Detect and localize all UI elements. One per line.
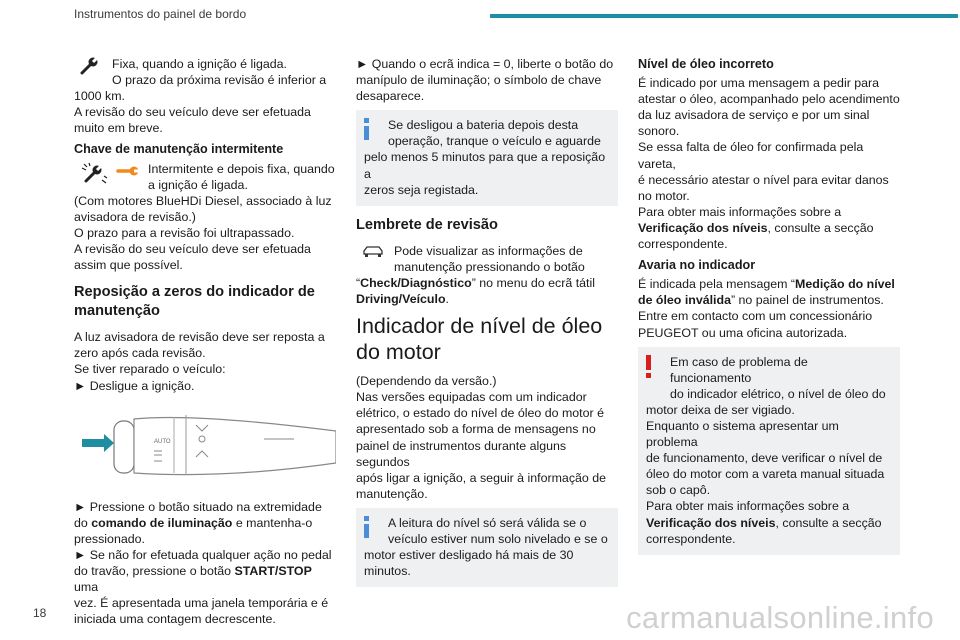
text-line: zero após cada revisão. <box>74 346 206 361</box>
text-run: , consulte a secção <box>775 515 882 530</box>
text-line: Para obter mais informações sobre a <box>638 204 842 219</box>
text-line: no motor. <box>638 188 690 203</box>
reminder-heading: Lembrete de revisão <box>356 216 498 233</box>
text-line: PEUGEOT ou uma oficina autorizada. <box>638 325 848 340</box>
text-run: e mantenha-o <box>232 515 313 530</box>
car-icon <box>362 244 384 258</box>
text-line: atestar o óleo, acompanhado pelo acendimento <box>638 92 900 107</box>
text-line: de funcionamento, deve verificar o nível de <box>646 451 883 466</box>
wrong-level-paragraph <box>638 75 900 252</box>
text-line: a ignição é ligada. <box>148 177 248 192</box>
text-line: Em caso de problema de funcionamento <box>670 354 808 385</box>
text-line: ► Pressione o botão situado na extremidade <box>74 499 322 514</box>
bold-term: de óleo inválida <box>638 293 731 308</box>
text-line: motor deixa de ser vigiado. <box>646 402 795 417</box>
oil-level-paragraph <box>356 373 618 502</box>
indicator-fault-paragraph <box>638 276 900 340</box>
text-line: 1000 km. <box>74 89 125 104</box>
page-number: 18 <box>33 606 47 620</box>
text-line: Nas versões equipadas com um indicador <box>356 390 587 405</box>
bold-term: Check/Diagnóstico <box>360 275 472 290</box>
text-line: Se desligou a bateria depois desta <box>388 118 579 133</box>
text-line: motor estiver desligado há mais de 30 <box>364 548 574 563</box>
wrench-orange-icon <box>116 164 140 178</box>
step-release-paragraph <box>356 56 618 104</box>
text-line: O prazo da próxima revisão é inferior a <box>112 73 327 88</box>
text-line: O prazo para a revisão foi ultrapassado. <box>74 225 295 240</box>
text-run: É indicada pela mensagem “ <box>638 277 796 292</box>
text-line: Se essa falta de óleo for confirmada pela vareta, <box>638 140 864 171</box>
column-left <box>74 56 336 632</box>
text-line <box>638 220 900 236</box>
text-line: minutos. <box>364 564 411 579</box>
text-line: sob o capô. <box>646 483 711 498</box>
service-fixed-paragraph <box>74 56 336 136</box>
bold-term: Driving/Veículo <box>356 292 446 307</box>
bold-term: START/STOP <box>234 564 312 579</box>
text-run: “ <box>356 275 361 290</box>
text-line: é necessário atestar o nível para evitar danos <box>638 172 889 187</box>
section-title: Instrumentos do painel de bordo <box>74 7 247 21</box>
text-line: iniciada uma contagem decrescente. <box>74 612 276 627</box>
text-line: correspondente. <box>638 237 728 252</box>
oil-level-heading <box>356 313 618 365</box>
text-line: Se tiver reparado o veículo: <box>74 362 226 377</box>
text-line: manutenção. <box>356 486 428 501</box>
text-line: ► Quando o ecrã indica = 0, liberte o botão do <box>356 57 614 71</box>
text-line <box>638 276 900 292</box>
lighting-stalk-illustration <box>74 409 336 483</box>
warning-box <box>638 347 900 555</box>
heading-line: Indicador de nível de óleo <box>356 314 603 339</box>
text-line: assim que possível. <box>74 258 183 273</box>
reminder-paragraph <box>356 243 618 307</box>
bold-term: Verificação dos níveis <box>638 220 768 235</box>
text-line: manutenção pressionando o botão <box>394 259 585 274</box>
text-line: desaparece. <box>356 89 425 104</box>
arrow-icon <box>82 434 114 452</box>
text-line <box>74 515 336 531</box>
text-run: . <box>445 292 449 307</box>
header-accent-bar <box>490 14 958 18</box>
text-line: do indicador elétrico, o nível de óleo do <box>670 386 886 401</box>
info-icon <box>363 118 371 140</box>
text-line: correspondente. <box>646 531 736 546</box>
text-line: ► Se não for efetuada qualquer ação no pedal <box>74 547 332 562</box>
text-run: uma <box>74 580 99 595</box>
text-line: Fixa, quando a ignição é ligada. <box>112 57 287 71</box>
text-line: A luz avisadora de revisão deve ser reposta a <box>74 330 325 345</box>
text-line: A revisão do seu veículo deve ser efetuada <box>74 242 311 257</box>
watermark: carmanualsonline.info <box>626 600 934 635</box>
heading-line: do motor <box>356 340 441 365</box>
text-line: (Com motores BlueHDi Diesel, associado à luz <box>74 193 332 208</box>
info-box-level-reading <box>356 508 618 587</box>
text-line: Para obter mais informações sobre a <box>646 499 850 514</box>
text-line <box>638 292 900 308</box>
text-line: sonoro. <box>638 124 680 139</box>
wrench-flashing-icon <box>80 162 108 184</box>
text-line: avisadora de revisão.) <box>74 209 196 224</box>
text-line: A revisão do seu veículo deve ser efetuada <box>74 105 311 120</box>
wrong-level-heading: Nível de óleo incorreto <box>638 57 774 71</box>
text-line: elétrico, o estado do nível de óleo do motor é <box>356 406 604 421</box>
wrench-icon <box>80 57 100 75</box>
text-line: muito em breve. <box>74 121 163 136</box>
text-run: , consulte a secção <box>767 220 874 235</box>
text-run: do <box>74 515 92 530</box>
stalk-auto-label: AUTO <box>154 438 171 445</box>
exclamation-icon <box>645 355 653 379</box>
text-line: operação, tranque o veículo e aguarde <box>388 134 601 149</box>
text-line: pressionado. <box>74 531 145 546</box>
indicator-fault-heading: Avaria no indicador <box>638 258 756 273</box>
reset-heading: Reposição a zeros do indicador de manutenção <box>74 284 315 320</box>
reset-paragraph <box>74 329 336 393</box>
text-line: manípulo de iluminação; o símbolo de chave <box>356 73 602 88</box>
bold-term: Medição do nível <box>795 277 895 292</box>
text-line: (Dependendo da versão.) <box>356 374 497 389</box>
bold-term: Verificação dos níveis <box>646 515 776 530</box>
bold-term: comando de iluminação <box>91 515 233 530</box>
text-line <box>74 563 336 595</box>
text-run: do travão, pressione o botão <box>74 564 235 579</box>
text-line: pelo menos 5 minutos para que a reposição a <box>364 150 606 181</box>
text-line: Enquanto o sistema apresentar um problema <box>646 418 839 450</box>
info-icon <box>363 516 371 538</box>
flashing-wrench-heading: Chave de manutenção intermitente <box>74 142 284 157</box>
text-line: A leitura do nível só será válida se o <box>388 515 587 530</box>
info-box-battery <box>356 110 618 205</box>
text-line: veículo estiver num solo nivelado e se o <box>388 531 608 546</box>
text-line: óleo do motor com a vareta manual situada <box>646 467 885 482</box>
text-line: da luz avisadora de serviço e por um sinal <box>638 108 870 123</box>
column-right <box>638 56 900 565</box>
text-line: vez. É apresentada uma janela temporária e é <box>74 596 329 611</box>
text-line: após ligar a ignição, a seguir à informação de <box>356 470 607 485</box>
column-middle <box>356 56 618 597</box>
text-line <box>646 515 892 531</box>
text-line: apresentado sob a forma de mensagens no <box>356 422 596 437</box>
text-run: ” no menu do ecrã tátil <box>471 275 595 290</box>
step-press-lighting-button <box>74 499 336 628</box>
service-flashing-paragraph <box>74 161 336 274</box>
text-line: painel de instrumentos durante alguns segundos <box>356 438 567 469</box>
text-line: ► Desligue a ignição. <box>74 378 195 393</box>
text-line <box>356 275 618 291</box>
text-line: Pode visualizar as informações de <box>394 243 583 258</box>
text-line: É indicado por uma mensagem a pedir para <box>638 76 880 91</box>
text-line <box>356 291 618 307</box>
text-line: Intermitente e depois fixa, quando <box>148 161 335 176</box>
text-line: Entre em contacto com um concessionário <box>638 309 873 324</box>
text-line: zeros seja registada. <box>364 182 479 197</box>
text-run: ” no painel de instrumentos. <box>730 293 884 308</box>
